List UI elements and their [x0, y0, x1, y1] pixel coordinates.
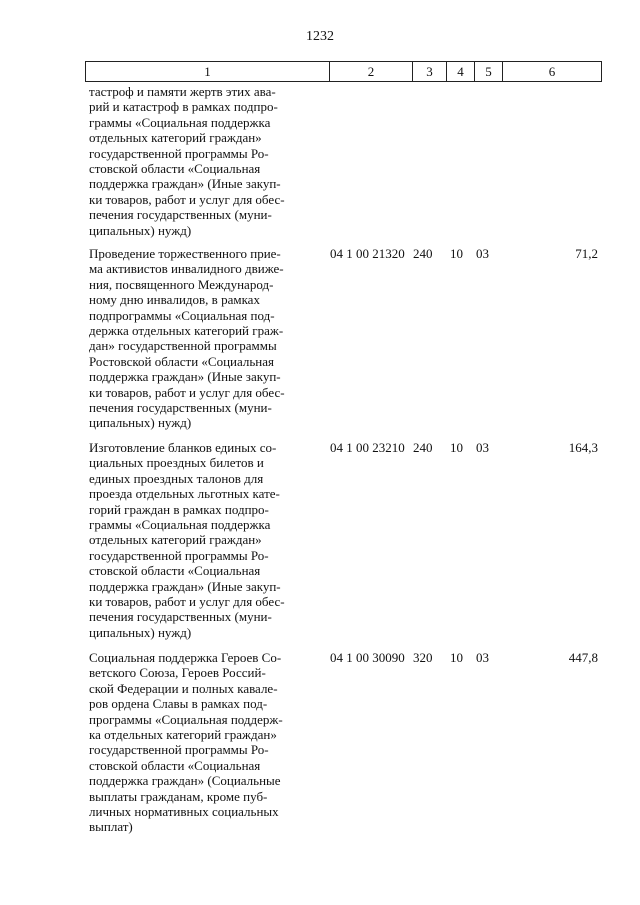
row-description: Социальная поддержка Героев Со- ветского Союза, Героев Россий- ской Федерации и полных кавале- ров ордена Славы в рамках под- программы «Социальная поддерж- ка отдельных категорий граждан» государственной программы Ро- стовской области «Социальная поддержка граждан» (Социальные выплаты гражданам, кроме пуб- личных нормативных социальных выплат) [89, 650, 283, 835]
row-amount: 71,2 [575, 246, 598, 261]
row-col-5: 03 [476, 440, 489, 455]
row-description: Проведение торжественного прие- ма активистов инвалидного движе- ния, посвященного Международ- ному дню инвалидов, в рамках подпрограммы «Социальная под- держка отдельных категорий граж- дан» государственной программы Ростовской области «Социальная поддержка граждан» (Иные закуп- ки товаров, работ и услуг для обес- печения государственных (муни- ципальных) нужд) [89, 246, 285, 431]
row-amount: 447,8 [568, 650, 598, 665]
row-code: 04 1 00 30090 [330, 650, 405, 665]
header-col-6: 6 [548, 63, 556, 79]
header-col-5: 5 [475, 62, 503, 81]
row-code: 04 1 00 23210 [330, 440, 405, 455]
row-col-4: 10 [450, 650, 463, 665]
header-col-3: 3 [413, 62, 447, 81]
row-col-3: 240 [413, 246, 433, 261]
header-col-4: 4 [447, 62, 475, 81]
row-description: Изготовление бланков единых со- циальных проездных билетов и единых проездных талонов для проезда отдельных льготных кате- горий граждан в рамках подпро- граммы «Социальная поддержка отдельных категорий граждан» государственной программы Ро- стовской области «Социальная поддержка граждан» (Иные закуп- ки товаров, работ и услуг для обес- печения государственных (муни- ципальных) нужд) [89, 440, 285, 640]
row-col-5: 03 [476, 246, 489, 261]
row-col-4: 10 [450, 440, 463, 455]
header-col-2: 2 [330, 62, 413, 81]
row-col-4: 10 [450, 246, 463, 261]
table-header [85, 61, 602, 82]
page-number: 1232 [306, 29, 334, 44]
row-amount: 164,3 [568, 440, 598, 455]
row-code: 04 1 00 21320 [330, 246, 405, 261]
row-description: тастроф и памяти жертв этих ава- рий и катастроф в рамках подпро- граммы «Социальная поддержка отдельных категорий граждан» государственной программы Ро- стовской области «Социальная поддержка граждан» (Иные закуп- ки товаров, работ и услуг для обес- печения государственных (муни- ципальных) нужд) [89, 84, 285, 238]
row-col-3: 320 [413, 650, 433, 665]
header-col-1: 1 [86, 62, 330, 81]
row-col-5: 03 [476, 650, 489, 665]
row-col-3: 240 [413, 440, 433, 455]
